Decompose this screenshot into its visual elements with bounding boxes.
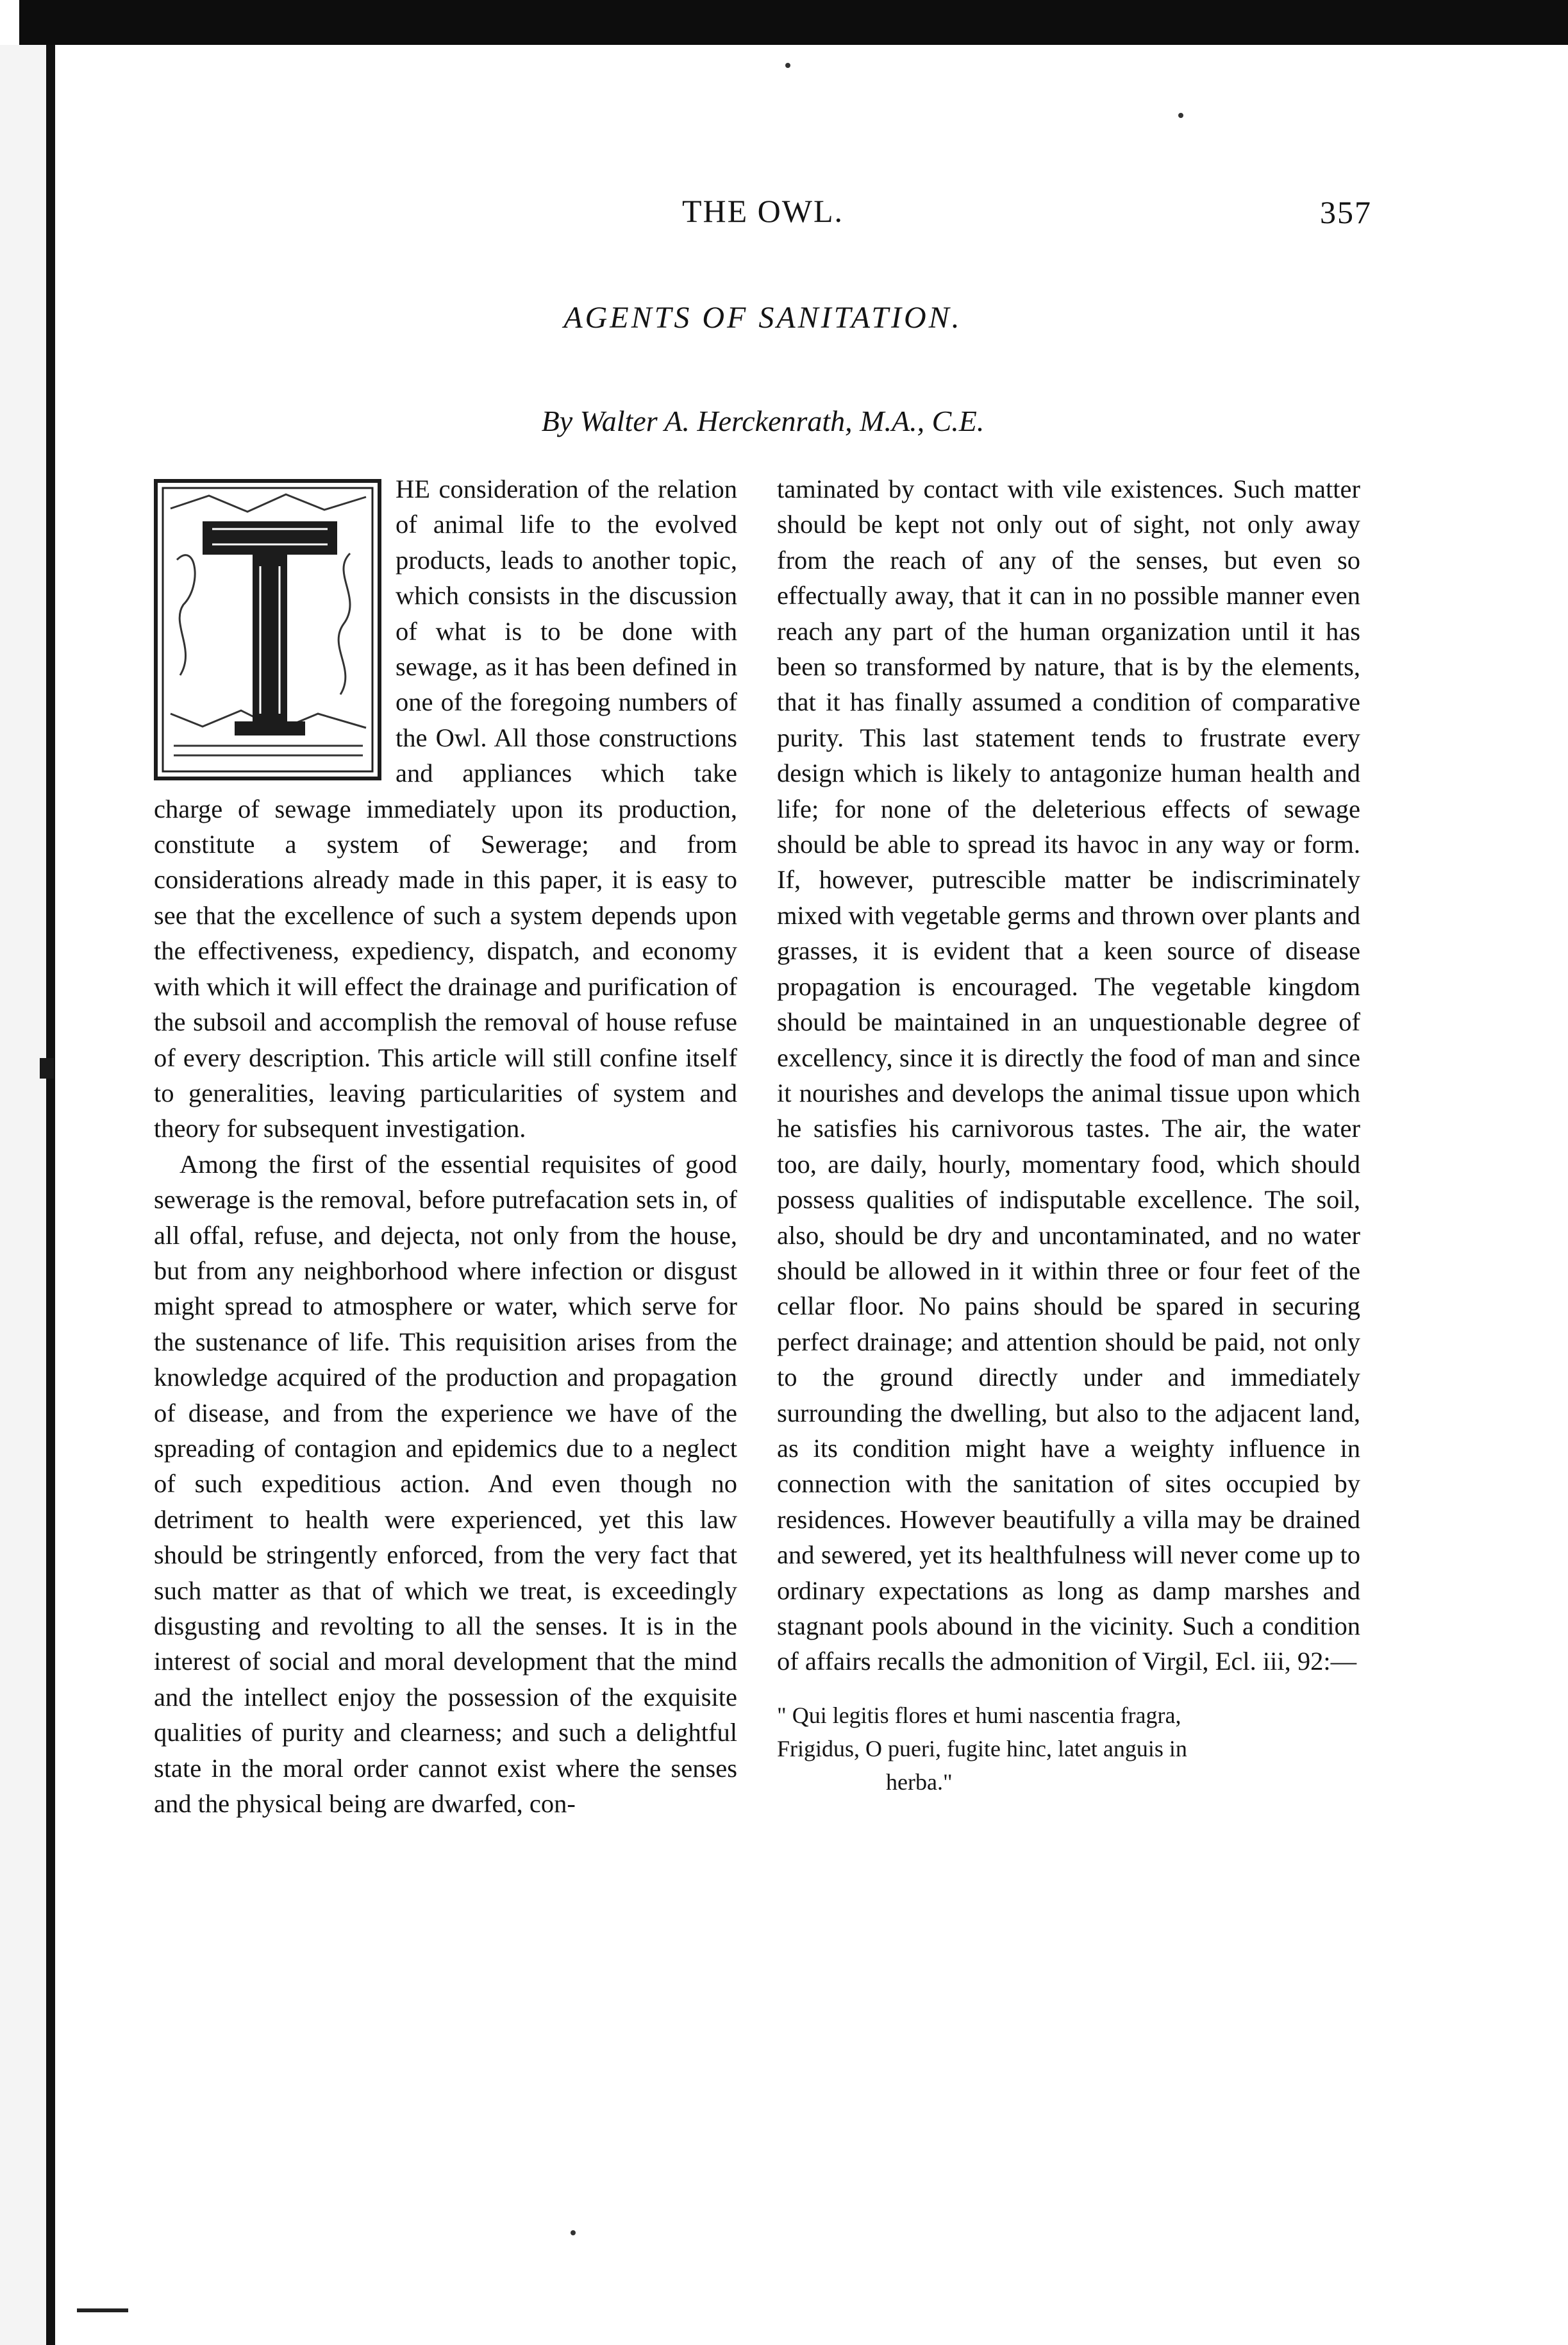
article-title: AGENTS OF SANITATION. (563, 301, 962, 335)
scan-edge-mark (40, 1058, 54, 1079)
scan-speck (571, 2230, 576, 2235)
paragraph: taminated by contact with vile existences. Such matter should be kept not only out of sight, not only away from the reach of any of the senses, but even so effectually away, that it can in no possible manner even reach any part of the human organization until it has been so transformed by nature, that is by the elements, that it has finally assumed a condition of comparative purity. This last statement tends to frustrate every design which is likely to antagonize human health and life; for none of the deleterious effects of sewage should be able to spread its havoc in any way or form. If, however, putrescible matter be indiscriminately mixed with vegetable germs and thrown over plants and grasses, it is evident that a keen source of disease propagation is encouraged. The vegetable kingdom should be maintained in an unquestionable degree of excellency, since it is directly the food of man and since it nourishes and develops the animal tissue upon which he satisfies his carnivorous tastes. The air, the water too, are daily, hourly, momentary food, which should possess qualities of indisputable excellence. The soil, also, should be dry and uncontaminated, and no water should be allowed in it within three or four feet of the cellar floor. No pains should be spared in securing perfect drainage; and attention should be paid, not only to the ground directly under and immediately surrounding the dwelling, but also to the adjacent land, as its condition might have a weighty influence in connection with the sanitation of sites occupied by residences. However beautifully a villa may be drained and sewered, yet its healthfulness will never come up to ordinary expectations as long as damp marshes and stagnant pools abound in the vicinity. Such a condition of affairs recalls the admonition of Virgil, Ecl. iii, 92:— (777, 475, 1360, 1676)
page-header (154, 192, 1372, 244)
page-number: 357 (1320, 194, 1372, 230)
running-title: THE OWL. (681, 193, 844, 229)
paragraph: HE consideration of the relation of animal life to the evolved products, leads to another topic, which consists in the discussion of what is to be done with sewage, as it has been defined in one of the foregoing numbers of the Owl. All those constructions and appliances which take charge of sewage immediately upon its production, constitute a system of Sewerage; and from considerations already made in this paper, it is easy to see that the excellence of such a system depends upon the effectiveness, expediency, dispatch, and economy with which it will effect the drainage and purification of the subsoil and accomplish the removal of house refuse of every description. This article will still confine itself to generalities, leaving particularities of system and theory for subsequent investigation. (154, 475, 737, 1143)
decorative-initial-letter (154, 479, 381, 780)
scan-speck (785, 63, 790, 68)
scan-binding-edge (0, 45, 55, 2345)
scan-bottom-mark (77, 2308, 128, 2312)
verse-line: Frigidus, O pueri, fugite hinc, latet anguis in (777, 1735, 1187, 1761)
paragraph: Among the first of the essential requisites of good sewerage is the removal, before putrefacation sets in, of all offal, refuse, and dejecta, not only from the house, but from any neighborhood where infection or disgust might spread to atmosphere or water, which serve for the sustenance of life. This requisition arises from the knowledge acquired of the production and propagation of disease, and from the experience we have of the spreading of contagion and epidemics due to a neglect of such expeditious action. And even though no detriment to health were experienced, yet this law should be stringently enforced, from the very fact that such matter as that of which we treat, is exceedingly disgusting and revolting to all the senses. It is in the interest of social and moral development that the mind and the intellect enjoy the possession of the exquisite qualities of purity and clearness; and such a delightful state in the moral order cannot exist where the senses and the physical being are dwarfed, con- (154, 1149, 737, 1819)
scan-top-border (19, 0, 1568, 45)
verse-line: " Qui legitis flores et humi nascentia fragra, (777, 1702, 1181, 1728)
right-column (777, 471, 1360, 1799)
verse-line: herba." (886, 1769, 953, 1795)
left-column (154, 471, 737, 1821)
verse-quotation (777, 1699, 1360, 1799)
article-byline: By Walter A. Herckenrath, M.A., C.E. (541, 405, 985, 437)
scan-speck (1178, 113, 1183, 118)
